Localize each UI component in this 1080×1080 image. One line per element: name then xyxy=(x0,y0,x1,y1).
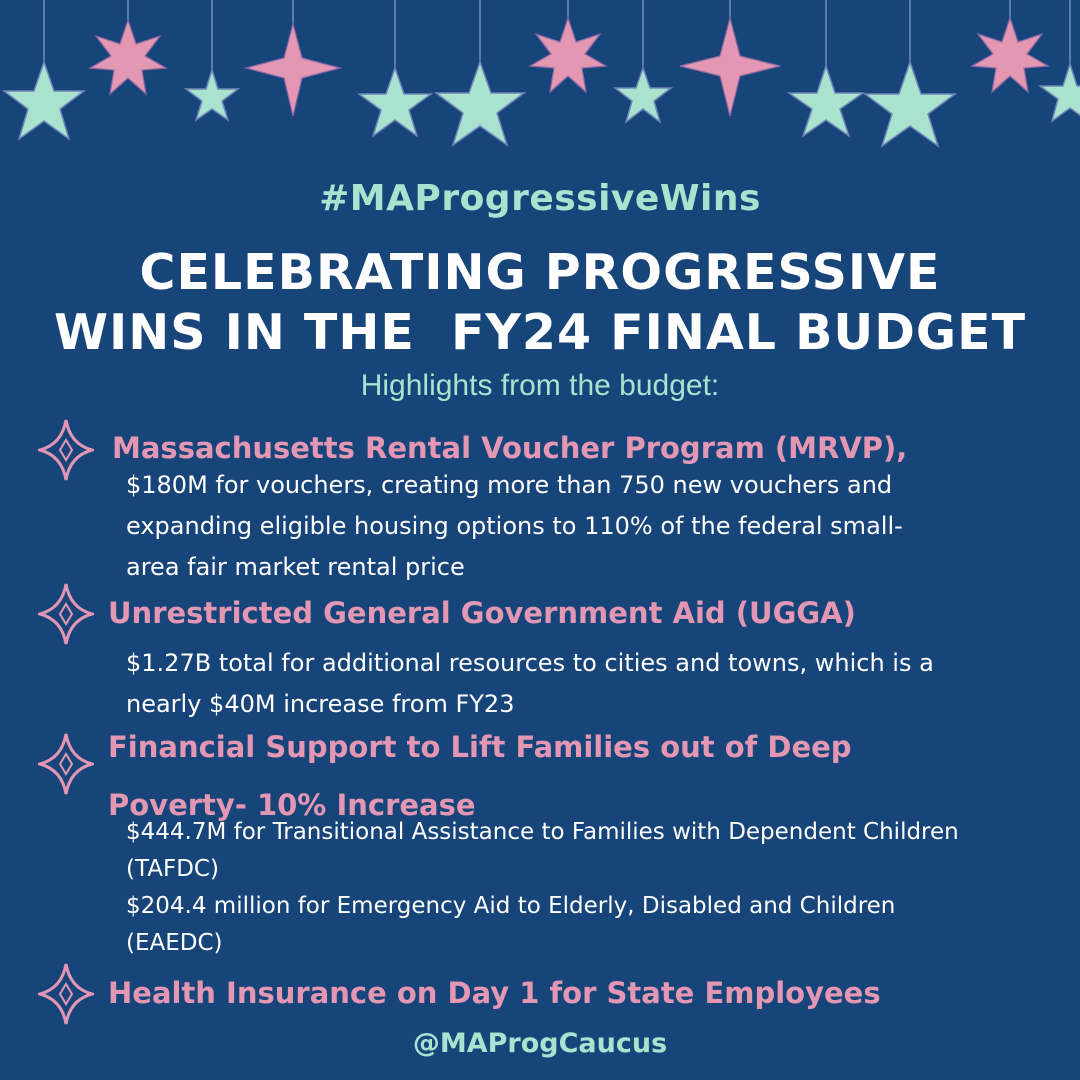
body-line: $444.7M for Transitional Assistance to Families with Dependent Children xyxy=(126,819,959,845)
hanging-star-icon xyxy=(186,70,238,120)
hanging-star-icon xyxy=(680,18,780,116)
page-title xyxy=(0,243,1080,363)
hanging-star-icon xyxy=(90,20,166,94)
social-handle: @MAProgCaucus xyxy=(412,1028,668,1059)
item-heading-ugga: Unrestricted General Government Aid (UGGA) xyxy=(108,596,856,630)
body-line: $1.27B total for additional resources to cities and towns, which is a xyxy=(126,649,934,677)
hanging-star-icon xyxy=(359,68,431,136)
item-body-deep-poverty xyxy=(126,814,959,962)
sparkle-bullet-icon xyxy=(38,962,94,1026)
body-line: $180M for vouchers, creating more than 750 new vouchers and xyxy=(126,471,893,499)
item-body-ugga xyxy=(126,643,934,725)
sparkle-bullet-icon xyxy=(38,732,94,796)
item-body-mrvp xyxy=(126,465,903,588)
sparkle-bullet-icon xyxy=(38,582,94,646)
body-line: expanding eligible housing options to 110% of the federal small- xyxy=(126,512,903,540)
body-line: area fair market rental price xyxy=(126,553,465,581)
hashtag-heading: #MAProgressiveWins xyxy=(319,178,761,219)
hanging-star-icon xyxy=(972,18,1048,92)
subtitle: Highlights from the budget: xyxy=(360,369,720,402)
hanging-stars-decoration xyxy=(0,0,1080,170)
title-line-1: CELEBRATING PROGRESSIVE xyxy=(139,244,941,301)
heading-line: Financial Support to Lift Families out of Deep xyxy=(108,730,852,764)
title-line-2: WINS IN THE FY24 FINAL BUDGET xyxy=(53,304,1026,361)
hanging-star-icon xyxy=(436,62,524,145)
heading-line: Poverty- 10% Increase xyxy=(108,788,476,822)
hanging-star-icon xyxy=(530,18,606,92)
item-heading-health-insurance: Health Insurance on Day 1 for State Employees xyxy=(108,976,881,1010)
body-line: (EAEDC) xyxy=(126,930,223,956)
hanging-star-icon xyxy=(246,24,340,116)
item-heading-mrvp: Massachusetts Rental Voucher Program (MRVP), xyxy=(112,431,908,465)
sparkle-bullet-icon xyxy=(38,418,94,482)
hanging-star-icon xyxy=(1040,64,1080,121)
hanging-star-icon xyxy=(789,66,863,136)
body-line: $204.4 million for Emergency Aid to Elderly, Disabled and Children xyxy=(126,893,896,919)
body-line: (TAFDC) xyxy=(126,856,219,882)
hanging-star-icon xyxy=(615,68,671,122)
body-line: nearly $40M increase from FY23 xyxy=(126,690,515,718)
hanging-star-icon xyxy=(4,62,84,139)
hanging-star-icon xyxy=(865,62,955,146)
